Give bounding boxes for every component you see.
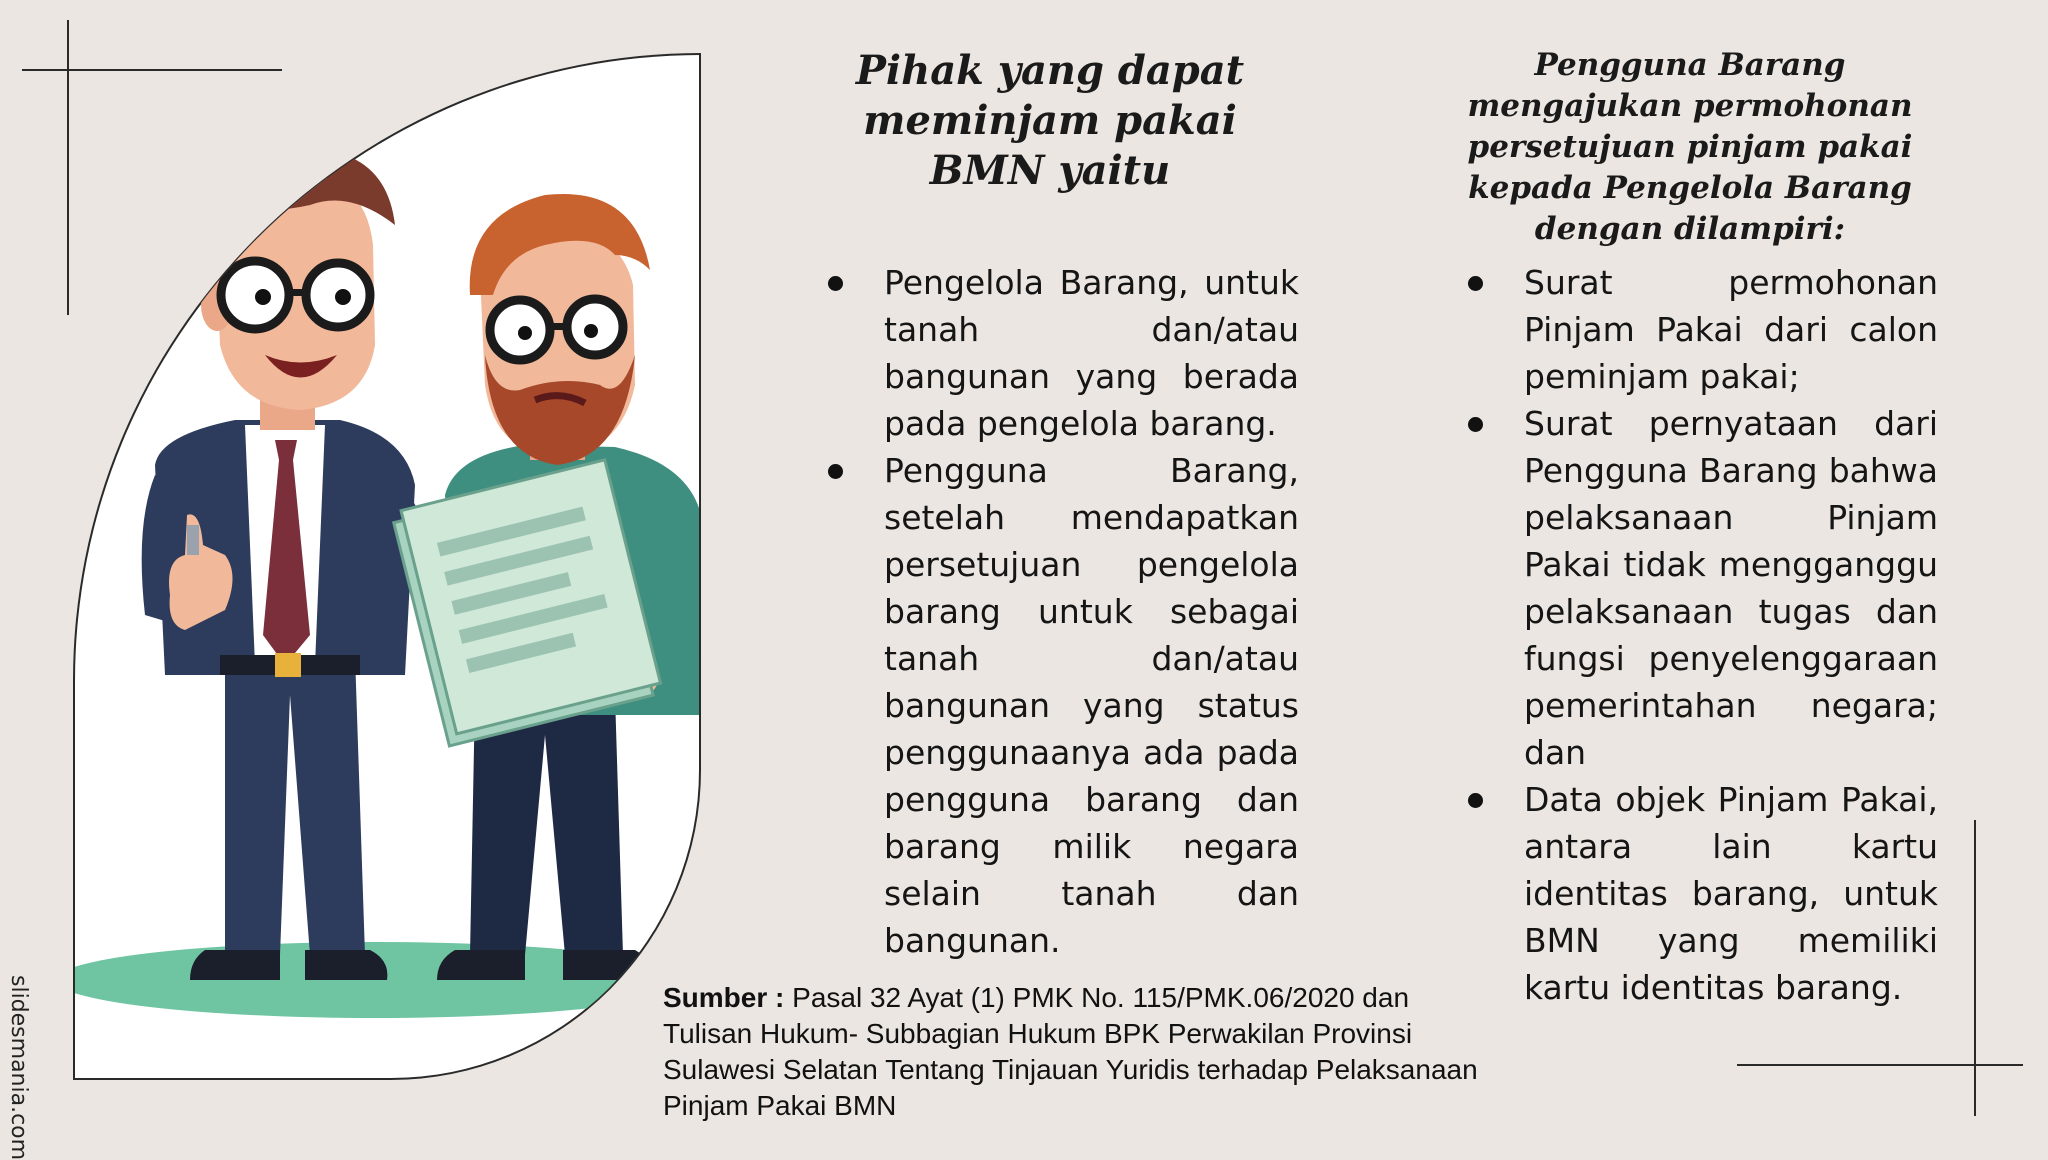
business-men-illustration <box>75 55 701 1080</box>
list-item: Pengguna Barang, setelah mendapatkan persetujuan pengelola barang untuk sebagai tanah dan/atau bangunan yang status penggunaanya ada pada pengguna barang dan barang milik negara selain tanah dan bangunan. <box>822 447 1299 964</box>
illustration-panel <box>73 53 701 1080</box>
list-item: Pengelola Barang, untuk tanah dan/atau bangunan yang berada pada pengelola barang. <box>822 259 1299 447</box>
list-item: Surat pernyataan dari Pengguna Barang bahwa pelaksanaan Pinjam Pakai tidak mengganggu pelaksanaan tugas dan fungsi penyelenggaraan pemerintahan negara; dan <box>1462 400 1938 776</box>
right-bullet-list <box>1462 259 1938 1011</box>
left-column-heading: Pihak yang dapat meminjam pakai BMN yaitu <box>855 47 1245 194</box>
source-label: Sumber : <box>663 982 785 1013</box>
decor-line-left <box>67 20 69 315</box>
decor-line-right <box>1974 820 1976 1116</box>
left-bullet-list <box>822 259 1299 964</box>
list-item: Surat permohonan Pinjam Pakai dari calon peminjam pakai; <box>1462 259 1938 400</box>
source-text: Pasal 32 Ayat (1) PMK No. 115/PMK.06/2020 dan Tulisan Hukum- Subbagian Hukum BPK Perwakilan Provinsi Sulawesi Selatan Tentang Tinjauan Yuridis terhadap Pelaksanaan Pinjam Pakai BMN <box>663 982 1478 1121</box>
decor-line-bottom <box>1737 1064 2023 1066</box>
source-citation <box>663 980 1483 1124</box>
list-item: Data objek Pinjam Pakai, antara lain kartu identitas barang, untuk BMN yang memiliki kartu identitas barang. <box>1462 776 1938 1011</box>
right-column-heading: Pengguna Barang mengajukan permohonan persetujuan pinjam pakai kepada Pengelola Barang dengan dilampiri: <box>1467 47 1913 247</box>
brand-watermark: slidesmania.com <box>6 975 31 1160</box>
